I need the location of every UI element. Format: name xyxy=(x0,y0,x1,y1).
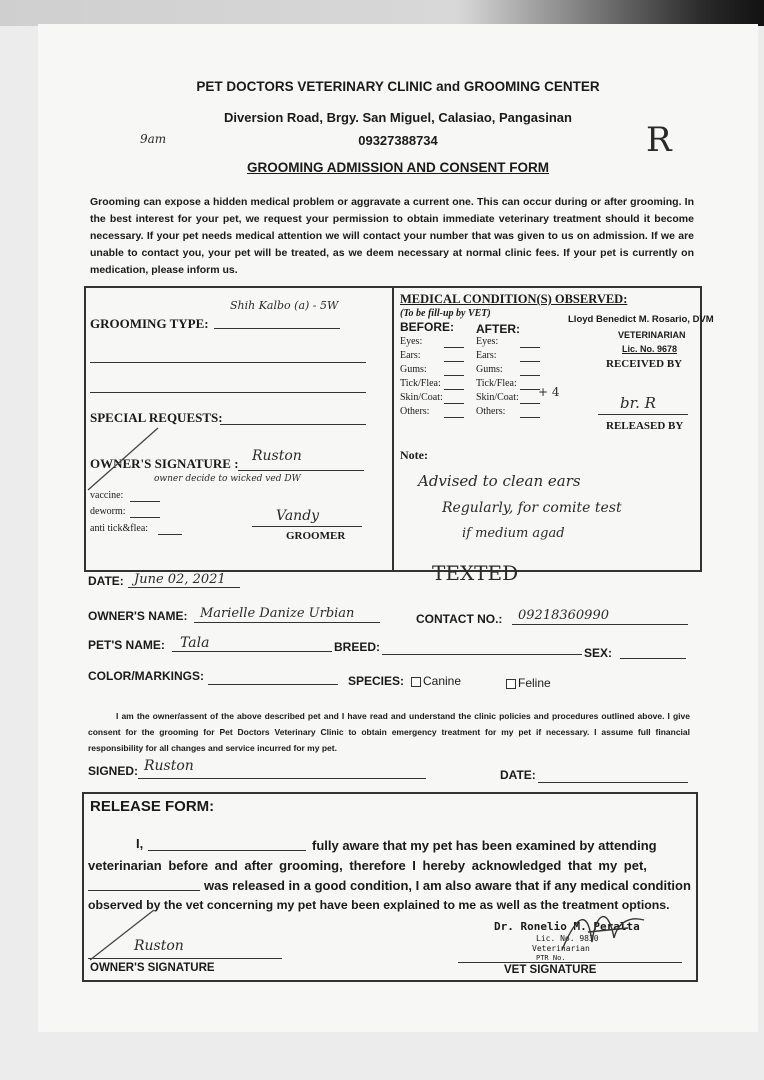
release-line-2: veterinarian before and after grooming, therefore I hereby acknowledged that my pet, xyxy=(88,858,647,873)
signed-label: SIGNED: xyxy=(88,764,139,778)
date2-label: DATE: xyxy=(500,768,536,782)
date-label: DATE: xyxy=(88,574,124,588)
vet-stamp-name: Dr. Ronelio M. Peralta xyxy=(494,920,640,933)
vet-signature-scribble xyxy=(558,902,648,962)
before-item-label: Others: xyxy=(400,406,430,417)
tick-flea-after-value: + 4 xyxy=(538,385,560,399)
release-i: I, xyxy=(136,836,144,851)
vet-lic: Lic. No. 9678 xyxy=(622,344,678,354)
intro-paragraph: Grooming can expose a hidden medical problem or aggravate a current one. This can occur during or after grooming. In the best interest for your pet, we request your permission to obtain immediate veterinary treatment should it become necessary. If your pet needs medical attention we will contact your number that was given to us on admission. If we are unable to contact you, your pet will be treated, as we deem necessary at normal clinic fees. If your pet is currently on medication, please inform us. xyxy=(90,196,694,276)
vaccine-label: vaccine: xyxy=(90,490,124,501)
canine-label: Canine xyxy=(423,674,462,688)
pen-stroke-mark-2 xyxy=(84,904,164,964)
deworm-label: deworm: xyxy=(90,506,126,517)
texted-note: TEXTED xyxy=(432,561,519,585)
contact-line xyxy=(512,624,688,625)
note-line-1: Advised to clean ears xyxy=(418,472,581,490)
breed-line xyxy=(382,654,582,655)
note-line-3: if medium agad xyxy=(462,526,565,541)
panel-divider xyxy=(392,286,394,572)
before-item-line xyxy=(444,403,464,404)
note-label: Note: xyxy=(400,448,428,462)
after-item-line xyxy=(520,403,540,404)
groomer-label: GROOMER xyxy=(286,530,346,542)
vet-stamp-lic: Lic. No. 9830 xyxy=(536,934,599,943)
groomer-value: Vandy xyxy=(276,508,320,524)
grooming-type-label: GROOMING TYPE: xyxy=(90,316,209,331)
date2-line xyxy=(538,782,688,783)
release-name-line xyxy=(148,850,306,851)
release-title: RELEASE FORM: xyxy=(90,798,215,815)
vet-stamp-ptr: PTR No. xyxy=(536,954,566,962)
released-by-line xyxy=(598,414,688,415)
owner-name-line xyxy=(194,622,380,623)
medical-title: MEDICAL CONDITION(S) OBSERVED: xyxy=(400,292,628,306)
before-item-label: Gums: xyxy=(400,364,427,375)
corner-mark: R xyxy=(646,120,672,160)
sex-line xyxy=(620,658,686,659)
special-requests-line xyxy=(220,424,366,425)
before-label: BEFORE: xyxy=(400,320,454,334)
owner-signature-label: OWNER'S SIGNATURE : xyxy=(90,456,239,471)
date-value: June 02, 2021 xyxy=(134,572,226,587)
owner-signature-value: Ruston xyxy=(252,448,302,464)
canine-checkbox[interactable] xyxy=(411,677,421,687)
pen-stroke-mark xyxy=(84,424,164,494)
owner-signature-line xyxy=(238,470,364,471)
deworm-line xyxy=(130,517,160,518)
signed-line xyxy=(138,778,426,779)
release-line-3: was released in a good condition, I am also aware that if any medical condition xyxy=(204,878,691,893)
pet-name-value: Tala xyxy=(180,635,210,651)
grooming-type-value: Shih Kalbo (a) - 5W xyxy=(230,299,339,312)
vet-title: VETERINARIAN xyxy=(618,330,686,340)
sex-label: SEX: xyxy=(584,646,613,660)
grooming-type-line xyxy=(214,328,340,329)
signed-value: Ruston xyxy=(144,758,194,774)
breed-label: BREED: xyxy=(334,640,381,654)
after-label: AFTER: xyxy=(476,322,520,336)
vet-signature-line xyxy=(458,962,682,963)
released-by-value: br. R xyxy=(620,394,656,412)
after-item-line xyxy=(520,347,540,348)
vaccine-line xyxy=(130,501,160,502)
grooming-extra-line-1 xyxy=(90,362,366,363)
contact-label: CONTACT NO.: xyxy=(416,612,503,626)
form-title: GROOMING ADMISSION AND CONSENT FORM xyxy=(247,160,549,175)
before-item-line xyxy=(444,361,464,362)
feline-checkbox[interactable] xyxy=(506,679,516,689)
release-line-1: fully aware that my pet has been examined by attending xyxy=(312,838,657,853)
after-item-label: Others: xyxy=(476,406,506,417)
before-item-label: Ears: xyxy=(400,350,421,361)
medical-subtitle: (To be fill-up by VET) xyxy=(400,308,491,319)
scan-top-edge xyxy=(0,0,764,26)
pet-name-line xyxy=(172,651,332,652)
clinic-address: Diversion Road, Brgy. San Miguel, Calasiao, Pangasinan xyxy=(224,110,572,125)
after-item-line xyxy=(520,389,540,390)
before-item-line xyxy=(444,389,464,390)
special-requests-label: SPECIAL REQUESTS: xyxy=(90,410,223,425)
anti-tick-label: anti tick&flea: xyxy=(90,523,149,534)
after-item-label: Gums: xyxy=(476,364,503,375)
before-item-line xyxy=(444,347,464,348)
vet-signature-label: VET SIGNATURE xyxy=(504,964,597,976)
owner-note: owner decide to wicked ved DW xyxy=(154,474,301,484)
owner-name-value: Marielle Danize Urbian xyxy=(200,606,355,621)
pet-name-label: PET'S NAME: xyxy=(88,638,165,652)
vet-name: Lloyd Benedict M. Rosario, DVM xyxy=(568,314,714,325)
received-by-label: RECEIVED BY xyxy=(606,358,683,370)
form-sheet xyxy=(38,24,758,1032)
color-line xyxy=(208,684,338,685)
release-owner-signature-label: OWNER'S SIGNATURE xyxy=(90,962,215,974)
after-item-line xyxy=(520,417,540,418)
date-line xyxy=(128,587,240,588)
release-line-4: observed by the vet concerning my pet have been explained to me as well as the treatment options. xyxy=(88,898,670,912)
clinic-name: PET DOCTORS VETERINARY CLINIC and GROOMING CENTER xyxy=(196,79,600,94)
species-label: SPECIES: xyxy=(348,674,405,688)
released-by-label: RELEASED BY xyxy=(606,420,684,432)
color-label: COLOR/MARKINGS: xyxy=(88,669,204,683)
after-item-label: Skin/Coat: xyxy=(476,392,519,403)
before-item-label: Eyes: xyxy=(400,336,423,347)
before-item-line xyxy=(444,417,464,418)
anti-tick-line xyxy=(158,534,182,535)
before-item-label: Tick/Flea: xyxy=(400,378,441,389)
after-item-line xyxy=(520,375,540,376)
consent-paragraph: I am the owner/assent of the above described pet and I have read and understand the clinic policies and procedures outlined above. I give consent for the grooming for Pet Doctors Veterinary Clinic to obtain emergency treatment for my pet if necessary. I assume full financial responsibility for all changes and service incurred for my pet. xyxy=(88,711,690,753)
vet-stamp-title: Veterinarian xyxy=(532,944,590,953)
release-pet-line xyxy=(88,890,200,891)
after-item-line xyxy=(520,361,540,362)
before-item-label: Skin/Coat: xyxy=(400,392,443,403)
clinic-phone: 09327388734 xyxy=(358,133,438,148)
owner-name-label: OWNER'S NAME: xyxy=(88,609,188,623)
after-item-label: Ears: xyxy=(476,350,497,361)
note-line-2: Regularly, for comite test xyxy=(442,500,622,516)
margin-note: 9am xyxy=(140,132,167,146)
groomer-line xyxy=(252,526,362,527)
after-item-label: Tick/Flea: xyxy=(476,378,517,389)
contact-value: 09218360990 xyxy=(518,608,609,623)
grooming-extra-line-2 xyxy=(90,392,366,393)
after-item-label: Eyes: xyxy=(476,336,499,347)
before-item-line xyxy=(444,375,464,376)
feline-label: Feline xyxy=(518,676,551,690)
release-owner-signature-value: Ruston xyxy=(134,938,184,954)
